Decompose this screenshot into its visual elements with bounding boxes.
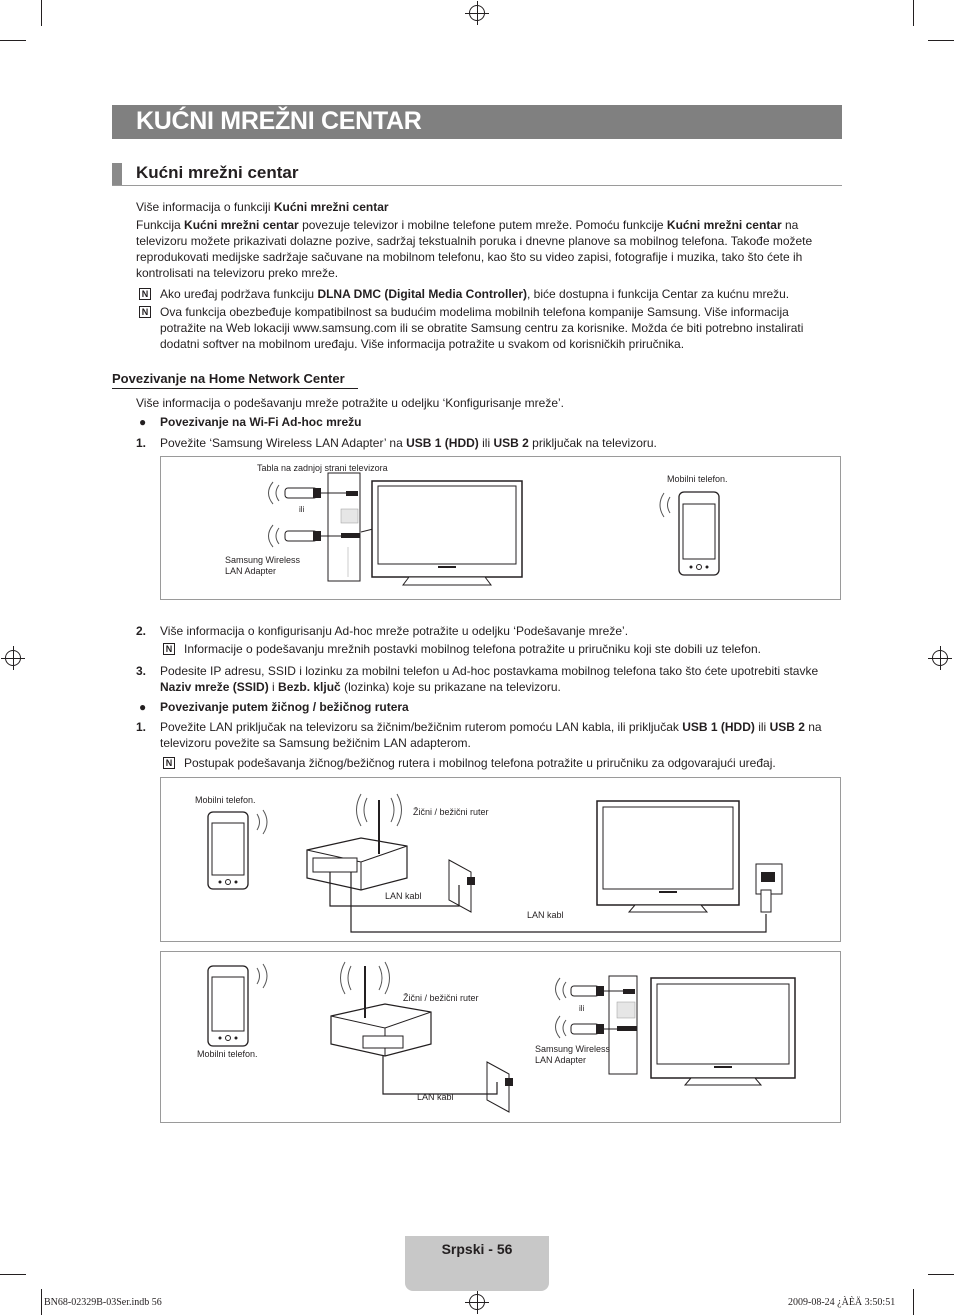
step-number: 3. (136, 664, 147, 678)
label-wireless-adapter: Samsung Wireless LAN Adapter (535, 1044, 611, 1065)
step3-text: Podesite IP adresu, SSID i lozinku za mobilni telefon u Ad-hoc postavkama mobilnog telefona tako što ćete upotrebiti stavke Naziv mreže (SSID) i Bezb. ključ (lozinka) koje su prikazane na televizoru. (160, 664, 819, 694)
crop-mark (0, 40, 26, 41)
step1-text: Povežite ‘Samsung Wireless LAN Adapter’ na USB 1 (HDD) ili USB 2 priključak na televizoru. (160, 436, 657, 450)
diagram-router-wireless-art (161, 952, 840, 1122)
bullet-adhoc: Povezivanje na Wi-Fi Ad-hoc mrežu (160, 415, 362, 429)
crop-mark (41, 0, 42, 26)
note-dlna: Ako uređaj podržava funkciju DLNA DMC (Digital Media Controller), biće dostupna i funkcija Centar za kućnu mrežu. (160, 287, 790, 301)
bullet-dot: ● (139, 415, 147, 429)
page-title: KUĆNI MREŽNI CENTAR (136, 107, 422, 135)
section-title: Kućni mrežni centar (136, 163, 299, 182)
section-marker (112, 163, 122, 185)
label-mobile-phone: Mobilni telefon. (667, 474, 728, 484)
print-info-left: BN68-02329B-03Ser.indb 56 (44, 1297, 162, 1308)
crop-mark (913, 0, 914, 26)
sub-heading: Povezivanje na Home Network Center (112, 371, 345, 386)
label-tv-back-panel: Tabla na zadnjoj strani televizora (257, 463, 388, 473)
step2-text: Više informacija o konfigurisanju Ad-hoc mreže potražite u odeljku ‘Podešavanje mreže’. (160, 624, 629, 638)
label-or: ili (579, 1004, 585, 1013)
print-info-right: 2009-08-24 ¿ÀÈÄ 3:50:51 (788, 1297, 896, 1308)
registration-mark-icon (469, 1294, 485, 1310)
step-number: 2. (136, 624, 147, 638)
label-router: Žični / bežični ruter (403, 993, 479, 1003)
crop-mark (928, 1274, 954, 1275)
page-number: Srpski - 56 (441, 1241, 513, 1257)
intro-paragraph: Funkcija Kućni mrežni centar povezuje televizor i mobilne telefone putem mreže. Pomoću funkcije Kućni mrežni centar na televizoru možete prikazivati dolazne pozive, sadržaj tekstualnih poruka i dnevne planove sa mobilnog telefona. Takođe možete reprodukovati medijske sadržaje sačuvane na mobilnom telefonu, kao što su video zapisi, fotografije i muzika, tako što ćete ih kontrolisati na televizoru preko mreže. (136, 218, 813, 280)
step4-text: Povežite LAN priključak na televizoru sa žičnim/bežičnim ruterom pomoću LAN kabla, ili priključak USB 1 (HDD) ili USB 2 na televizoru povežite sa Samsung bežičnim LAN adapterom. (160, 720, 822, 750)
note-icon: N (139, 306, 151, 318)
label-lan-cable: LAN kabl (527, 910, 564, 920)
crop-mark (0, 1274, 26, 1275)
diagram-adhoc (160, 456, 841, 600)
step-number: 1. (136, 436, 147, 450)
label-or: ili (299, 505, 305, 514)
step2-note: Informacije o podešavanju mrežnih postavki mobilnog telefona potražite u priručniku koji ste dobili uz telefon. (184, 642, 761, 656)
page-footer-tab (405, 1236, 549, 1291)
label-mobile-phone: Mobilni telefon. (197, 1049, 258, 1059)
bullet-dot: ● (139, 700, 147, 714)
note-compat: Ova funkcija obezbeđuje kompatibilnost sa budućim modelima mobilnih telefona kompanije Samsung. Više informacija potražite na Web lokaciji www.samsung.com ili se obratite Samsung centru za korisnike. Možda će biti potrebno instalirati dodatni softver na mobilnom uređaju. Više informacija potražite u svakom od korisničkih priručnika. (160, 305, 804, 351)
label-lan-cable: LAN kabl (417, 1092, 454, 1102)
crop-mark (928, 40, 954, 41)
crop-mark (913, 1289, 914, 1315)
step4-note: Postupak podešavanja žičnog/bežičnog rutera i mobilnog telefona potražite u priručniku za odgovarajući uređaj. (184, 756, 776, 770)
diagram-router-lan-art (161, 778, 840, 941)
diagram-adhoc-art (161, 457, 840, 599)
registration-mark-icon (5, 650, 21, 666)
bullet-router: Povezivanje putem žičnog / bežičnog rutera (160, 700, 409, 714)
label-lan-cable: LAN kabl (385, 891, 422, 901)
diagram-router-wireless (160, 951, 841, 1123)
section-divider (112, 185, 842, 186)
note-icon: N (163, 643, 175, 655)
crop-mark (41, 1289, 42, 1315)
intro-lead: Više informacija o funkciji Kućni mrežni centar (136, 200, 389, 214)
label-router: Žični / bežični ruter (413, 807, 489, 817)
diagram-router-lan (160, 777, 841, 942)
label-wireless-adapter: Samsung Wireless LAN Adapter (225, 555, 301, 576)
step-number: 1. (136, 720, 147, 734)
note-icon: N (139, 288, 151, 300)
note-icon: N (163, 757, 175, 769)
registration-mark-icon (469, 5, 485, 21)
sub-heading-underline (112, 388, 358, 389)
registration-mark-icon (932, 650, 948, 666)
label-mobile-phone: Mobilni telefon. (195, 795, 256, 805)
network-info: Više informacija o podešavanju mreže potražite u odeljku ‘Konfigurisanje mreže’. (136, 396, 565, 410)
page-title-bar (112, 105, 842, 139)
